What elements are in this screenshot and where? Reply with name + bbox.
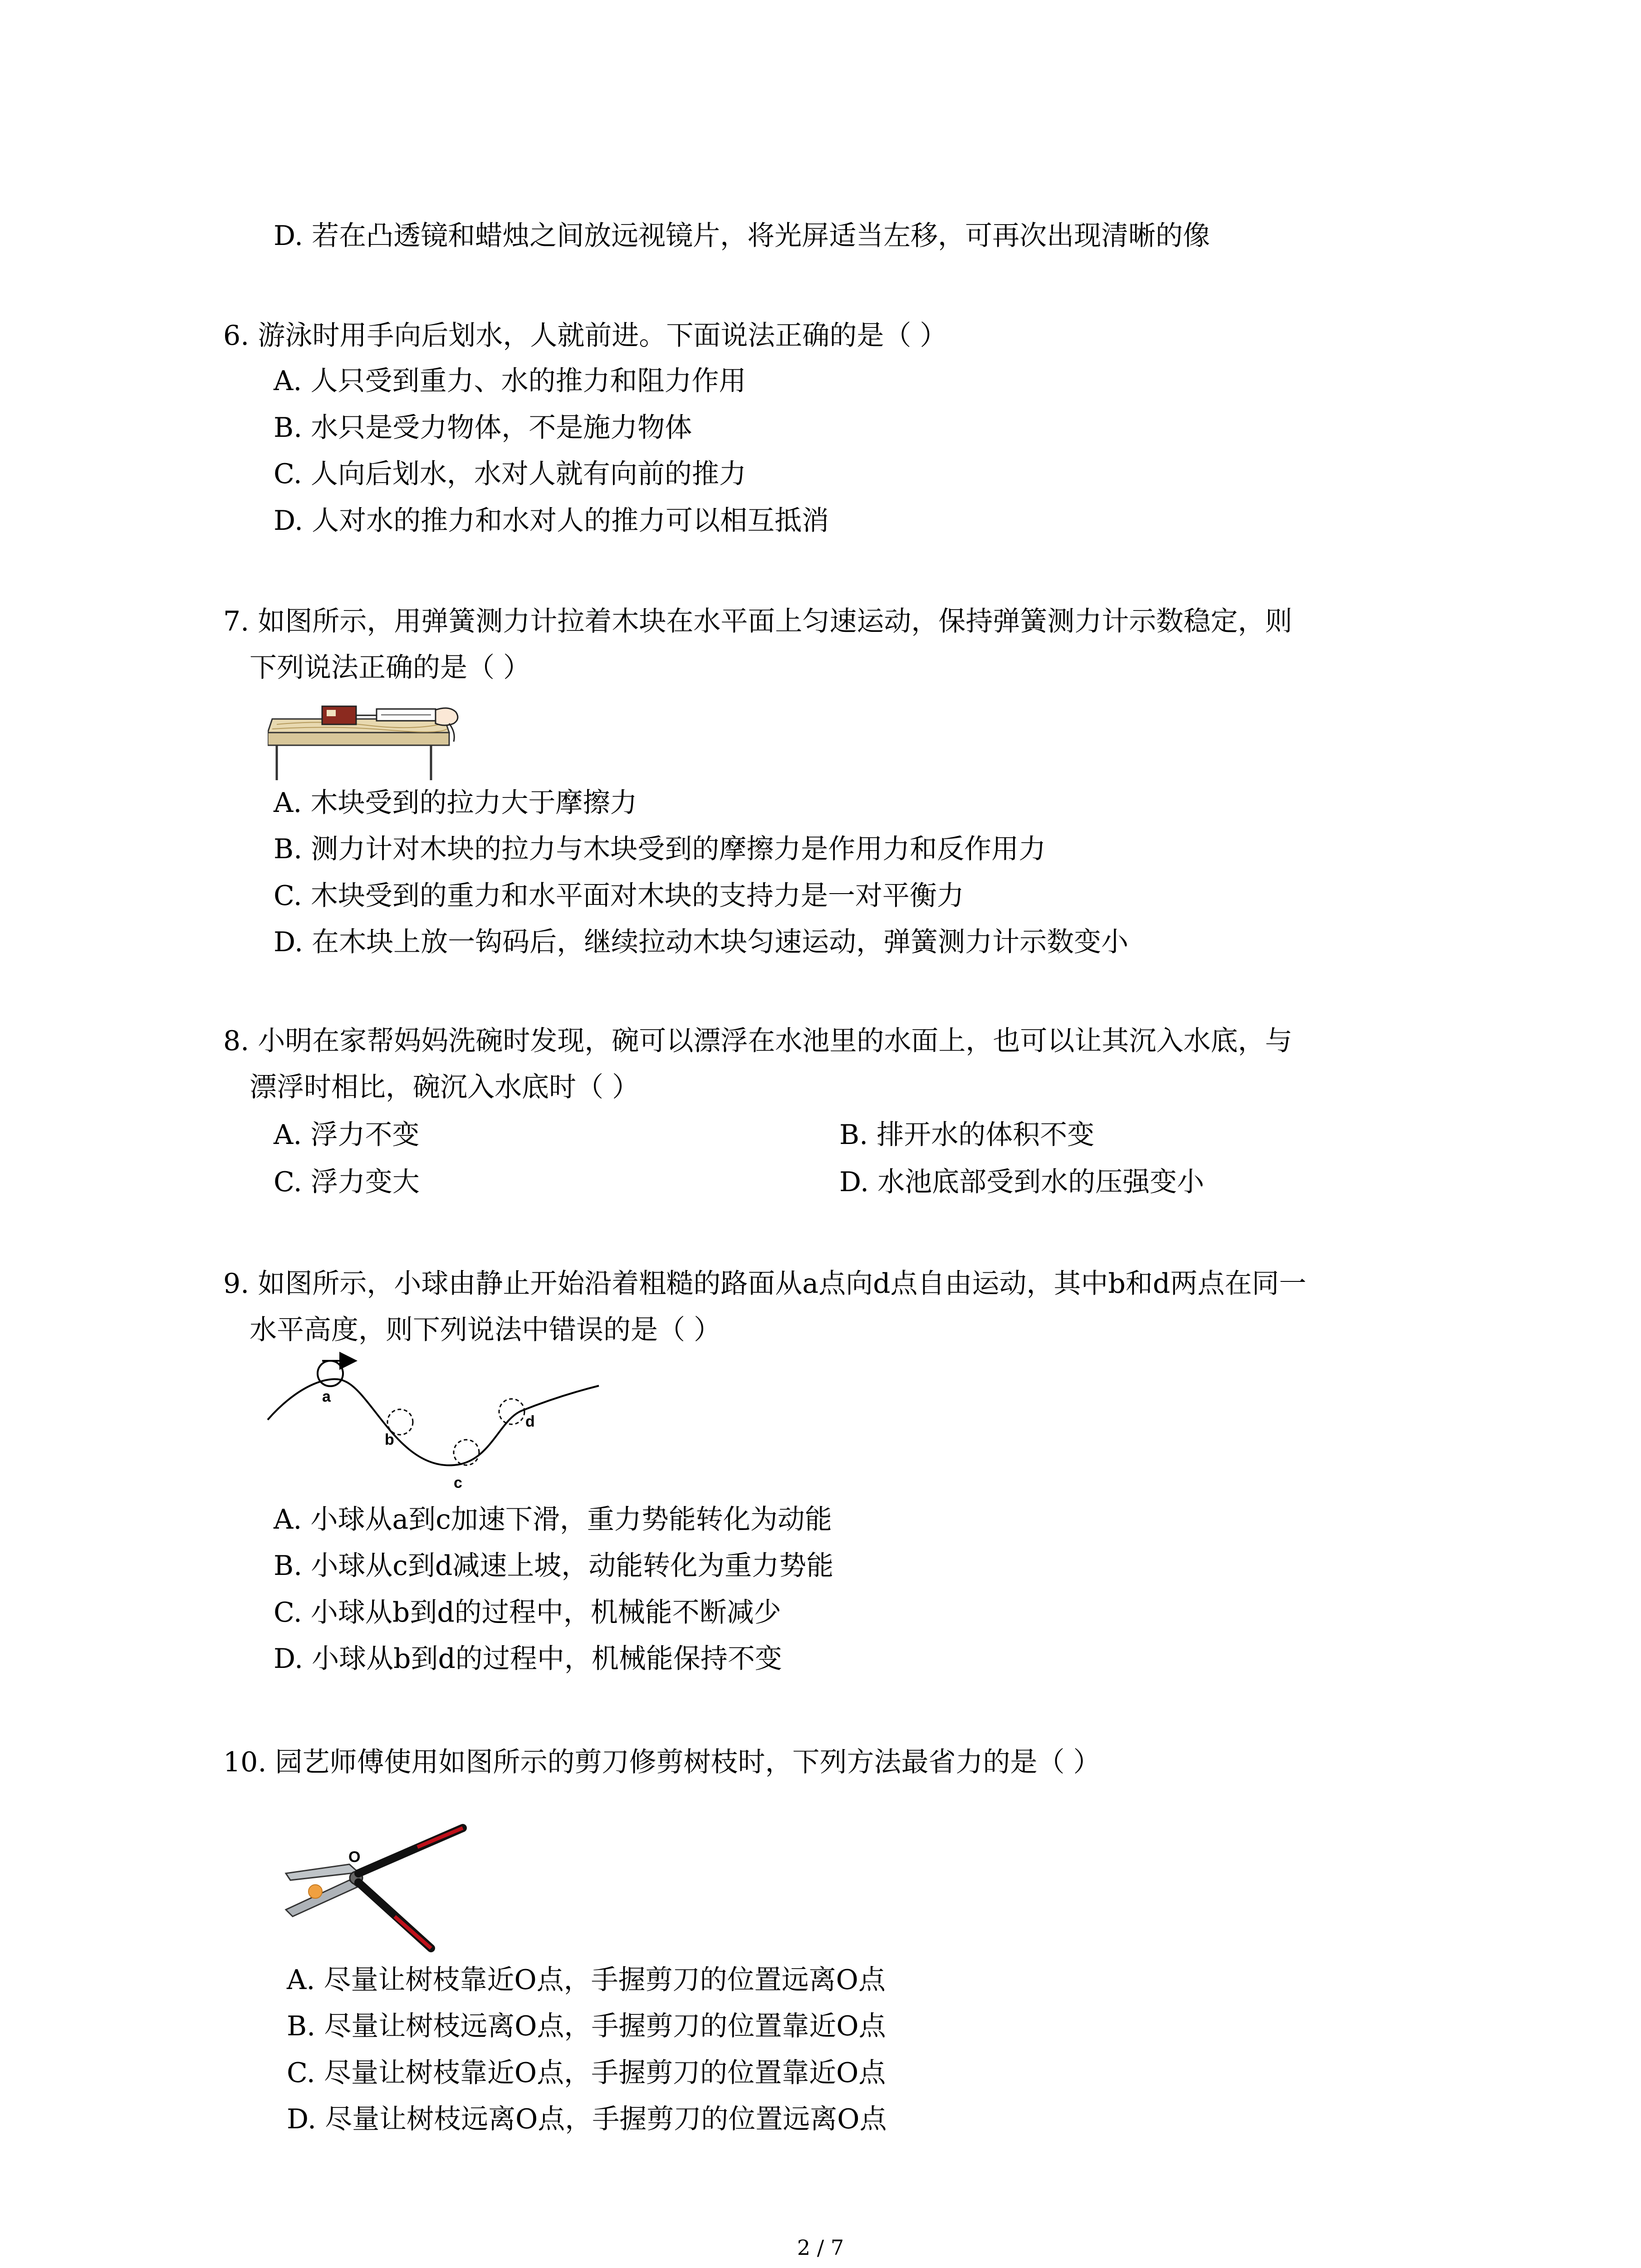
q7-option-c: C. 木块受到的重力和水平面对木块的支持力是一对平衡力	[274, 880, 964, 912]
q10-option-c: C. 尽量让树枝靠近O点，手握剪刀的位置靠近O点	[287, 2057, 886, 2089]
page-number: 2 / 7	[797, 2235, 844, 2260]
spring-scale-block-figure	[268, 692, 485, 782]
q7-option-b: B. 测力计对木块的拉力与木块受到的摩擦力是作用力和反作用力	[274, 833, 1046, 865]
q8-option-b: B. 排开水的体积不变	[839, 1119, 1095, 1151]
garden-shears-figure	[281, 1819, 472, 1955]
label-b: b	[385, 1431, 394, 1448]
q5-option-d: D. 若在凸透镜和蜡烛之间放远视镜片，将光屏适当左移，可再次出现清晰的像	[274, 220, 1210, 252]
q6-option-a: A. 人只受到重力、水的推力和阻力作用	[274, 365, 746, 397]
q8-option-a: A. 浮力不变	[274, 1119, 420, 1151]
q9-option-d: D. 小球从b到d的过程中，机械能保持不变	[274, 1643, 782, 1675]
q7-stem-line2: 下列说法正确的是（ ）	[250, 652, 531, 684]
ball-track-figure	[263, 1352, 608, 1497]
q8-stem-line2: 漂浮时相比，碗沉入水底时（ ）	[250, 1071, 640, 1103]
q7-option-d: D. 在木块上放一钩码后，继续拉动木块匀速运动，弹簧测力计示数变小	[274, 926, 1129, 958]
q9-option-c: C. 小球从b到d的过程中，机械能不断减少	[274, 1597, 781, 1628]
q6-option-b: B. 水只是受力物体，不是施力物体	[274, 412, 692, 444]
q8-option-c: C. 浮力变大	[274, 1166, 420, 1198]
q10-option-d: D. 尽量让树枝远离O点，手握剪刀的位置远离O点	[287, 2103, 887, 2135]
label-o: O	[348, 1848, 361, 1866]
label-d: d	[525, 1413, 535, 1430]
label-a: a	[322, 1388, 331, 1405]
q6-option-c: C. 人向后划水，水对人就有向前的推力	[274, 458, 746, 490]
q9-stem-line1: 9. 如图所示，小球由静止开始沿着粗糙的路面从a点向d点自由运动，其中b和d两点在同一	[223, 1268, 1307, 1300]
q7-option-a: A. 木块受到的拉力大于摩擦力	[274, 787, 637, 819]
q6-stem: 6. 游泳时用手向后划水，人就前进。下面说法正确的是（ ）	[223, 320, 947, 352]
q9-option-a: A. 小球从a到c加速下滑，重力势能转化为动能	[274, 1504, 832, 1535]
q9-option-b: B. 小球从c到d减速上坡，动能转化为重力势能	[274, 1550, 834, 1582]
q6-option-d: D. 人对水的推力和水对人的推力可以相互抵消	[274, 505, 829, 537]
q9-stem-line2: 水平高度，则下列说法中错误的是（ ）	[250, 1314, 721, 1346]
q8-stem-line1: 8. 小明在家帮妈妈洗碗时发现，碗可以漂浮在水池里的水面上，也可以让其沉入水底，与	[223, 1025, 1293, 1057]
q7-stem-line1: 7. 如图所示，用弹簧测力计拉着木块在水平面上匀速运动，保持弹簧测力计示数稳定，则	[223, 606, 1293, 637]
q10-option-a: A. 尽量让树枝靠近O点，手握剪刀的位置远离O点	[287, 1964, 886, 1996]
q10-option-b: B. 尽量让树枝远离O点，手握剪刀的位置靠近O点	[287, 2010, 886, 2042]
q10-stem: 10. 园艺师傅使用如图所示的剪刀修剪树枝时，下列方法最省力的是（ ）	[223, 1746, 1101, 1778]
label-c: c	[454, 1474, 462, 1491]
q8-option-d: D. 水池底部受到水的压强变小	[839, 1166, 1205, 1198]
